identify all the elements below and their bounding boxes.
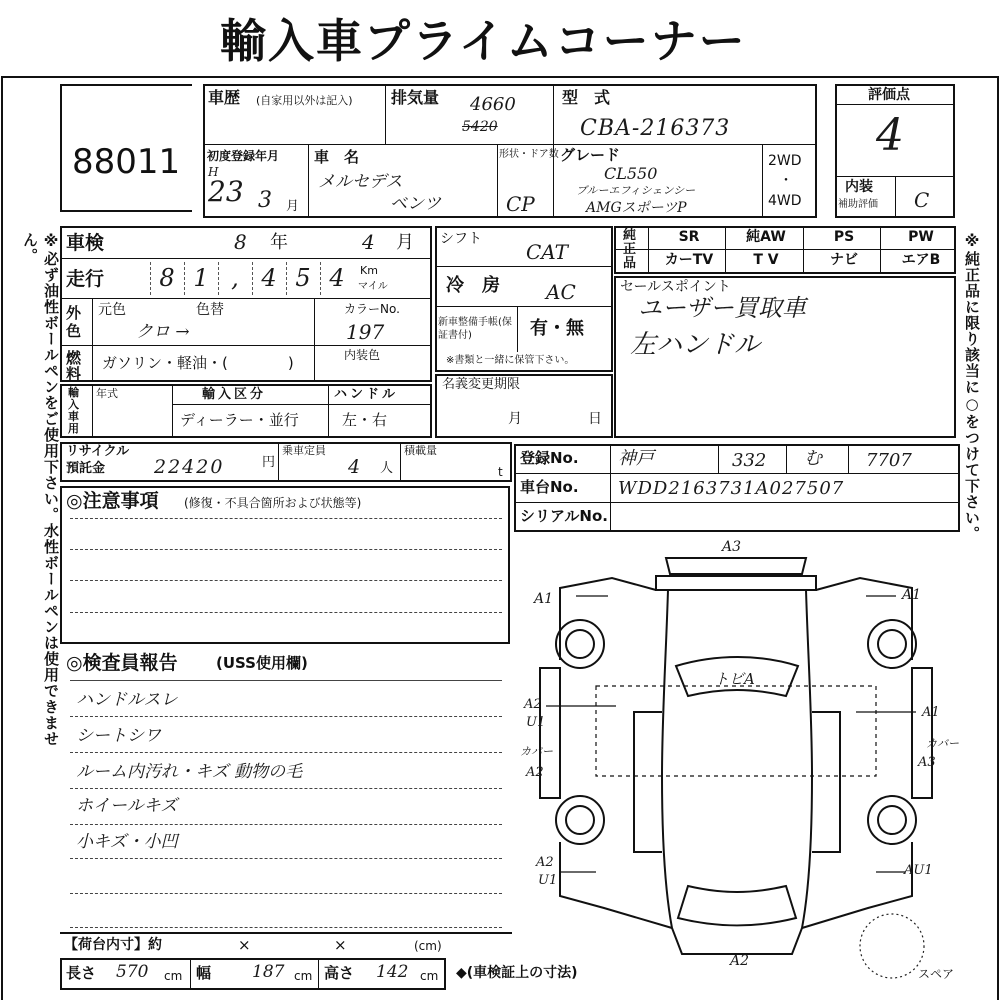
first-reg-month-unit: 月 <box>286 199 300 214</box>
manual-value: 有・無 <box>530 318 584 339</box>
sales-point-label: セールスポイント <box>620 279 731 295</box>
displacement-value: 4660 <box>470 94 516 115</box>
reg-label: 登録No. <box>520 449 579 467</box>
shaken-year-unit: 年 <box>270 232 288 253</box>
mark-rear: A2 <box>730 953 750 969</box>
mileage-digit: 4 <box>320 262 353 295</box>
mark-left-mid4: A2 <box>526 765 544 780</box>
model-value: CBA-216373 <box>580 116 731 141</box>
capacity-label: 乗車定員 <box>282 444 326 457</box>
inspector-label: ◎検査員報告 <box>66 652 178 674</box>
width-value: 187 <box>252 962 285 982</box>
first-reg-year: 23 <box>208 175 244 208</box>
spare-label: スペア <box>918 967 955 981</box>
mark-front: A3 <box>722 539 742 555</box>
genuine-option-1-1[interactable]: SR <box>678 229 700 245</box>
frame-right-line <box>997 76 999 1000</box>
body-label: 形状・ドア数 <box>499 149 559 160</box>
length-label: 長さ <box>66 964 97 982</box>
history-label: 車歴 <box>208 88 241 107</box>
capacity-unit: 人 <box>380 461 394 476</box>
length-value: 570 <box>116 962 149 982</box>
mark-left-mid2: U1 <box>526 715 546 730</box>
model-label: 型 式 <box>562 88 611 107</box>
ac-value: AC <box>546 280 576 304</box>
recycle-label-1: リサイクル <box>66 444 130 459</box>
genuine-option-2-3[interactable]: ナビ <box>830 252 858 268</box>
dims-note: ◆(車検証上の寸法) <box>456 965 578 981</box>
mark-right-mid2: カバー <box>926 737 959 750</box>
width-label: 幅 <box>196 964 212 982</box>
width-unit: cm <box>294 969 313 983</box>
name-change-month: 月 <box>508 411 522 427</box>
mileage-digit: , <box>218 262 251 295</box>
genuine-option-1-2[interactable]: 純AW <box>746 229 786 245</box>
color-no-label: カラーNo. <box>344 302 400 316</box>
mark-right-mid3: A3 <box>918 755 936 770</box>
dims-label: 【荷台内寸】約 <box>64 937 162 953</box>
fuel-label: 燃料 <box>66 349 82 383</box>
recycle-amount: 22420 <box>154 456 225 478</box>
body-value: CP <box>506 192 535 216</box>
manual-note: ※書類と一緒に保管下さい。 <box>446 355 575 366</box>
drive-4wd: 4WD <box>768 193 802 209</box>
import-category-label: 輸入区分 <box>202 387 267 402</box>
reg-kana: む <box>804 448 822 469</box>
shaken-month: 4 <box>362 230 375 254</box>
first-reg-month: 3 <box>258 188 272 213</box>
sales-point-line1: ユーザー買取車 <box>638 294 806 322</box>
serial-label: シリアルNo. <box>520 507 608 525</box>
first-reg-label: 初度登録年月 <box>207 149 280 163</box>
frame-top-line <box>2 76 998 78</box>
mark-right-front: A1 <box>902 587 922 603</box>
mark-right-rear: AU1 <box>904 863 933 878</box>
shaken-year: 8 <box>234 230 247 254</box>
interior-value: C <box>914 188 930 212</box>
shift-block <box>435 226 613 372</box>
side-note-right: ※純正品に限り該当に○をつけて下さい。 <box>963 232 981 542</box>
length-unit: cm <box>164 969 183 983</box>
genuine-option-2-1[interactable]: カーTV <box>664 252 714 268</box>
shift-value: CAT <box>526 240 568 264</box>
side-note-left: ※必ず油性ボールペンをご使用下さい。水性ボールペンは使用できません。 <box>21 232 60 747</box>
inspector-note: ハンドルスレ <box>76 690 178 710</box>
car-name-line2: ベンツ <box>390 194 441 214</box>
car-damage-diagram <box>516 536 976 988</box>
mileage-digit: 8 <box>150 262 183 295</box>
shift-label: シフト <box>440 231 482 247</box>
load-unit: t <box>498 465 503 479</box>
genuine-option-2-4[interactable]: エアB <box>901 252 941 268</box>
height-value: 142 <box>376 962 409 982</box>
reg-class: 332 <box>732 450 767 471</box>
handle-value: 左・右 <box>342 411 388 429</box>
interior-sub: 補助評価 <box>838 199 878 210</box>
handle-label: ハンドル <box>334 387 399 402</box>
load-label: 積載量 <box>404 444 437 457</box>
inspector-note: ルーム内汚れ・キズ 動物の毛 <box>76 762 303 782</box>
genuine-option-1-4[interactable]: PW <box>908 229 934 245</box>
dims-approx: 約 <box>148 937 162 953</box>
mark-left-mid1: A2 <box>524 697 542 712</box>
dims-cm: (cm) <box>414 939 442 953</box>
outer-color-label: 外色 <box>66 304 82 340</box>
mileage-label: 走行 <box>66 268 105 290</box>
mark-left-mid3: カバー <box>520 745 553 758</box>
mile-label: マイル <box>358 281 388 292</box>
manual-label: 新車整備手帳(保証書付) <box>438 317 512 341</box>
dims-times-1: × <box>238 936 251 954</box>
frame-left-line <box>1 76 3 1000</box>
lot-number: 88011 <box>72 142 181 182</box>
inspector-sub: (USS使用欄) <box>216 654 308 672</box>
history-note: (自家用以外は記入) <box>256 94 353 107</box>
import-category-value: ディーラー・並行 <box>180 411 299 429</box>
mileage-digit: 4 <box>252 262 285 295</box>
interior-label: 内装 <box>845 179 873 195</box>
original-color-value: クロ → <box>136 322 190 342</box>
grade-label: グレード <box>560 146 621 164</box>
cautions-label: ◎注意事項 <box>66 490 159 512</box>
car-name-label: 車 名 <box>314 148 360 166</box>
import-year-label: 年式 <box>96 387 118 400</box>
cautions-sub: (修復・不具合箇所および状態等) <box>184 496 362 510</box>
rating-label: 評価点 <box>868 87 910 103</box>
genuine-label: 純正品 <box>623 228 637 271</box>
name-change-label: 名義変更期限 <box>442 377 521 392</box>
original-color-label: 元色 <box>98 302 126 318</box>
shaken-month-unit: 月 <box>396 232 414 253</box>
inspector-note: 小キズ・小凹 <box>76 832 178 852</box>
grade-line3: AMGスポーツP <box>586 200 687 216</box>
drive-dot: ・ <box>779 173 793 189</box>
mileage-digit: 1 <box>184 262 217 295</box>
interior-color-label: 内装色 <box>344 348 381 362</box>
mark-left-rear1: A2 <box>536 855 554 870</box>
dims-times-2: × <box>334 936 347 954</box>
inspector-note: シートシワ <box>76 726 161 746</box>
grade-line2: ブルーエフィシェンシー <box>576 184 696 197</box>
mark-left-rear2: U1 <box>538 873 558 888</box>
recycle-unit: 円 <box>262 455 276 470</box>
fuel-options: ガソリン・軽油・( ) <box>102 354 294 372</box>
reg-area: 神戸 <box>618 448 654 469</box>
shaken-label: 車検 <box>66 232 105 254</box>
sales-point-line2: 左ハンドル <box>630 330 761 360</box>
dims-label-text: 荷台内寸 <box>78 937 134 953</box>
name-change-day: 日 <box>588 411 602 427</box>
import-label: 輸入車用 <box>68 386 79 435</box>
km-label: Km <box>360 264 378 277</box>
mark-left-front: A1 <box>534 591 554 607</box>
color-no-value: 197 <box>346 320 385 344</box>
displacement-struck: 5420 <box>462 119 498 135</box>
genuine-option-2-2[interactable]: T V <box>753 252 779 268</box>
mark-right-mid1: A1 <box>922 705 940 720</box>
car-name-line1: メルセデス <box>318 172 403 192</box>
ac-label: 冷 房 <box>446 275 500 296</box>
inspector-note: ホイールキズ <box>76 796 178 816</box>
mileage-digit: 5 <box>286 262 319 295</box>
recycle-label-2: 預託金 <box>66 461 106 476</box>
height-label: 高さ <box>324 964 355 982</box>
genuine-option-1-3[interactable]: PS <box>833 229 855 245</box>
capacity-value: 4 <box>348 456 361 478</box>
drive-2wd: 2WD <box>768 153 802 169</box>
chassis-value: WDD2163731A027507 <box>618 478 845 499</box>
height-unit: cm <box>420 969 439 983</box>
mark-roof: トビA <box>714 670 755 688</box>
displacement-label: 排気量 <box>391 88 440 107</box>
rating-value: 4 <box>876 110 904 161</box>
replaced-color-label: 色替 <box>196 302 224 318</box>
reg-number: 7707 <box>866 450 912 471</box>
first-reg-era: H <box>208 165 219 179</box>
chassis-label: 車台No. <box>520 478 579 496</box>
page-title: 輸入車プライムコーナー <box>220 14 747 68</box>
grade-line1: CL550 <box>604 164 658 183</box>
